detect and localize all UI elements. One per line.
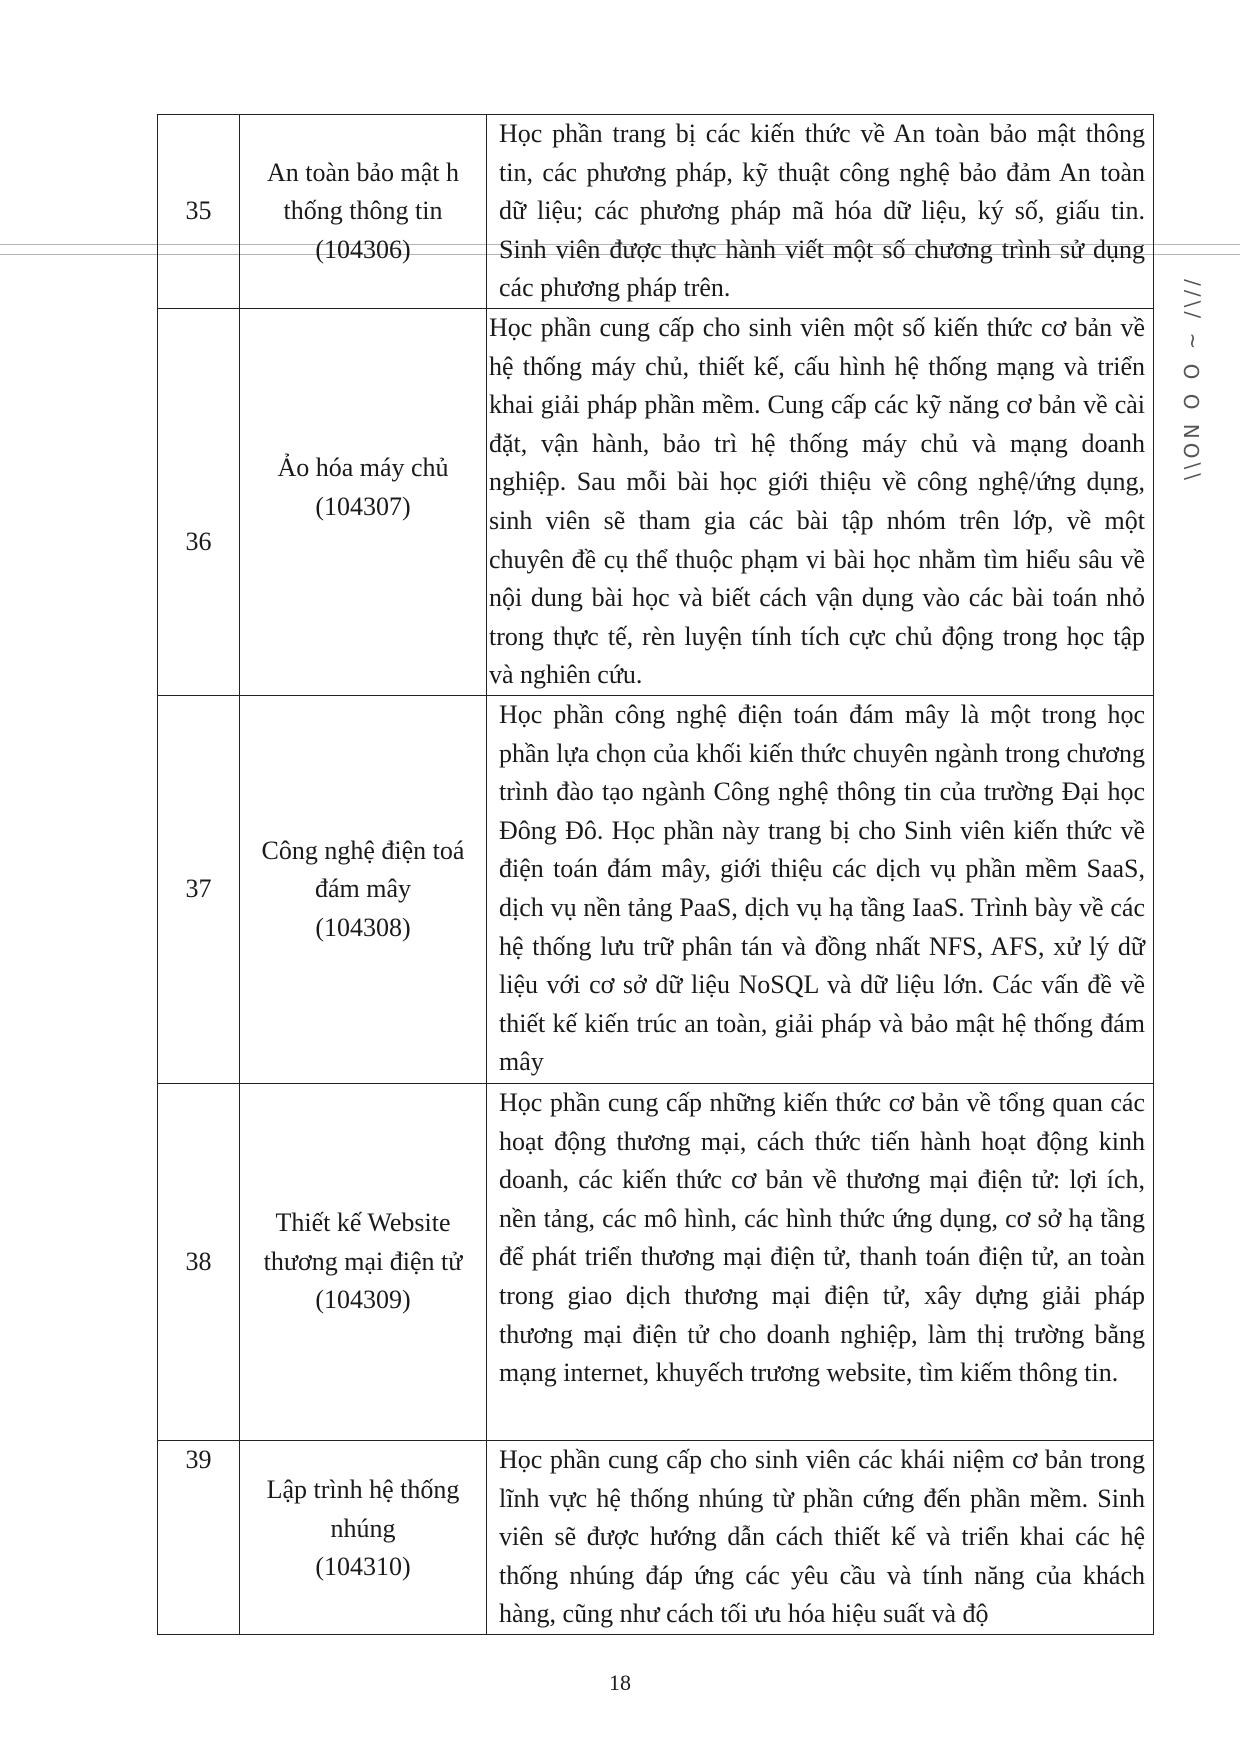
- course-name-line: đám mây: [314, 874, 412, 904]
- course-number: 36: [158, 309, 240, 696]
- course-code: (104307): [315, 491, 411, 521]
- table-row: [158, 695, 1154, 1083]
- course-name: [240, 1440, 487, 1634]
- course-description: Học phần trang bị các kiến thức về An toàn bảo mật thông tin, các phương pháp, kỹ thuật công nghệ bảo đảm An toàn dữ liệu; các phương pháp mã hóa dữ liệu, ký số, giấu tin. Sinh viên được thực hành viết một số chương trình sử dụng các phương pháp trên.: [487, 115, 1154, 309]
- course-code: (104309): [315, 1285, 411, 1315]
- course-description: Học phần cung cấp cho sinh viên các khái niệm cơ bản trong lĩnh vực hệ thống nhúng từ phần cứng đến phần mềm. Sinh viên sẽ được hướng dẫn cách thiết kế và triển khai các hệ thống nhúng đáp ứng các yêu cầu và tính năng của khách hàng, cũng như cách tối ưu hóa hiệu suất và độ: [487, 1440, 1154, 1634]
- course-name: [240, 695, 487, 1083]
- course-name-line: thống thông tin: [283, 196, 443, 226]
- page-number: 18: [609, 1670, 631, 1695]
- course-number: 37: [158, 695, 240, 1083]
- course-code: (104306): [315, 234, 411, 264]
- table-row: [158, 1440, 1154, 1634]
- course-number: 39: [158, 1440, 240, 1634]
- course-name-line: nhúng: [330, 1513, 396, 1543]
- course-name: [240, 309, 487, 696]
- course-number: 38: [158, 1083, 240, 1440]
- course-name-line: Công nghệ điện toá: [261, 835, 465, 865]
- course-name-line: thương mại điện tử: [263, 1246, 463, 1276]
- margin-stamp-note: \\ON O O ~ /\//: [1180, 275, 1204, 480]
- course-table: [157, 114, 1154, 1635]
- course-name-line: Lập trình hệ thống: [266, 1474, 460, 1504]
- course-number: 35: [158, 115, 240, 309]
- course-code: (104310): [315, 1552, 411, 1582]
- table-row: [158, 1083, 1154, 1440]
- course-description: Học phần cung cấp những kiến thức cơ bản về tổng quan các hoạt động thương mại, cách thức tiến hành hoạt động kinh doanh, các kiến thức cơ bản về thương mại điện tử: lợi ích, nền tảng, các mô hình, các hình thức ứng dụng, cơ sở hạ tầng để phát triển thương mại điện tử, thanh toán điện tử, an toàn trong giao dịch thương mại điện tử, xây dựng giải pháp thương mại điện tử cho doanh nghiệp, làm thị trường bằng mạng internet, khuyếch trương website, tìm kiếm thông tin.: [487, 1083, 1154, 1440]
- course-name-line: An toàn bảo mật h: [266, 157, 460, 187]
- course-name-line: Ảo hóa máy chủ: [277, 453, 449, 482]
- course-code: (104308): [315, 912, 411, 942]
- table-row: [158, 115, 1154, 309]
- course-name: [240, 115, 487, 309]
- course-description: Học phần công nghệ điện toán đám mây là một trong học phần lựa chọn của khối kiến thức chuyên ngành trong chương trình đào tạo ngành Công nghệ thông tin của trường Đại học Đông Đô. Học phần này trang bị cho Sinh viên kiến thức về điện toán đám mây, giới thiệu các dịch vụ phần mềm SaaS, dịch vụ nền tảng PaaS, dịch vụ hạ tầng IaaS. Trình bày về các hệ thống lưu trữ phân tán và đồng nhất NFS, AFS, xử lý dữ liệu với cơ sở dữ liệu NoSQL và dữ liệu lớn. Các vấn đề về thiết kế kiến trúc an toàn, giải pháp và bảo mật hệ thống đám mây: [487, 695, 1154, 1083]
- course-name-line: Thiết kế Website: [275, 1208, 451, 1238]
- course-description: Học phần cung cấp cho sinh viên một số kiến thức cơ bản về hệ thống máy chủ, thiết kế, cấu hình hệ thống mạng và triển khai giải pháp phần mềm. Cung cấp các kỹ năng cơ bản về cài đặt, vận hành, bảo trì hệ thống máy chủ và mạng doanh nghiệp. Sau mỗi bài học giới thiệu về công nghệ/ứng dụng, sinh viên sẽ tham gia các bài tập nhóm trên lớp, về một chuyên đề cụ thể thuộc phạm vi bài học nhằm tìm hiểu sâu về nội dung bài học và biết cách vận dụng vào các bài toán nhỏ trong thực tế, rèn luyện tính tích cực chủ động trong học tập và nghiên cứu.: [487, 309, 1154, 696]
- course-name: [240, 1083, 487, 1440]
- table-row: [158, 309, 1154, 696]
